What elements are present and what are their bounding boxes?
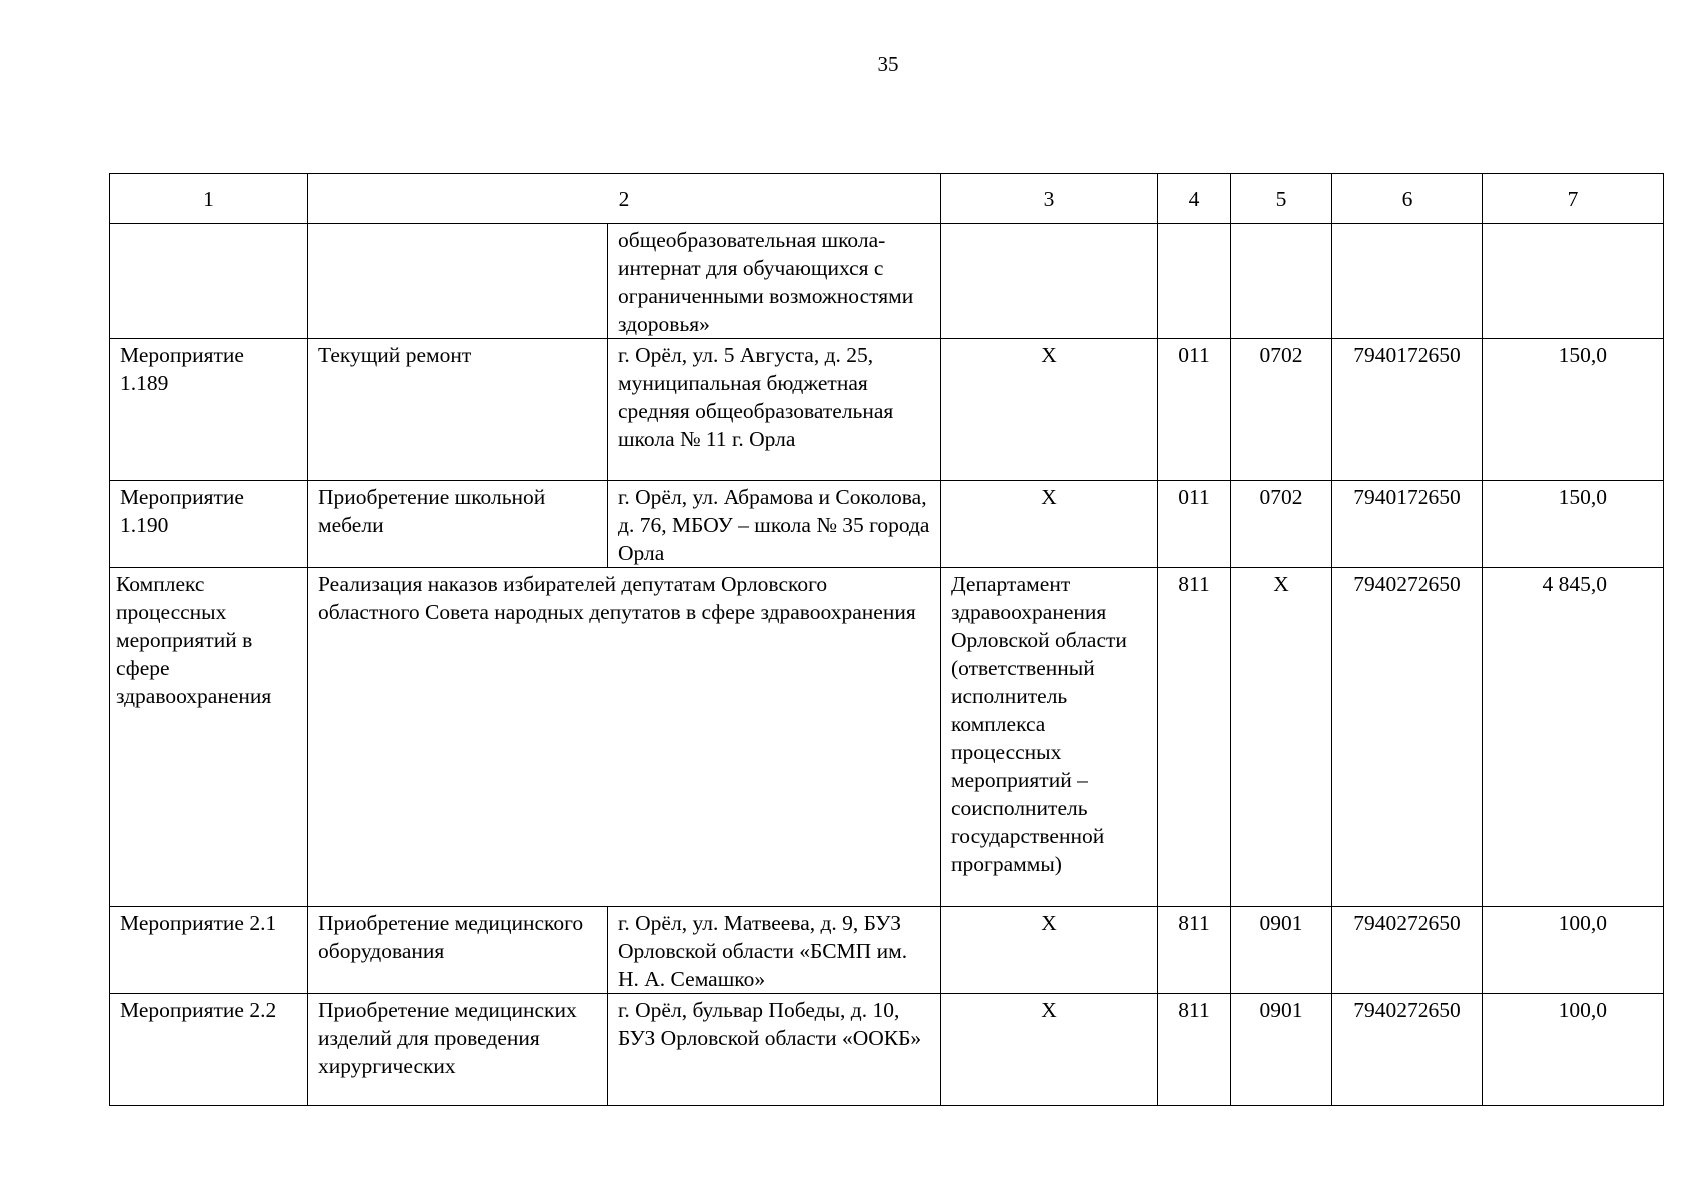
row-col6: 7940272650: [1332, 994, 1483, 1106]
row-col7: 100,0: [1483, 994, 1664, 1106]
header-cell-3: 3: [941, 174, 1158, 224]
row-col4: 011: [1158, 481, 1231, 568]
table-row-complex: [110, 568, 1664, 907]
row-title: Приобретение медицинского оборудования: [308, 907, 608, 994]
funding-table: [109, 173, 1664, 1106]
row-col5: 0702: [1231, 339, 1332, 481]
row-col5: 0702: [1231, 481, 1332, 568]
header-cell-5: 5: [1231, 174, 1332, 224]
row-col6: [1332, 224, 1483, 339]
row-col4: 811: [1158, 907, 1231, 994]
row-col3: X: [941, 907, 1158, 994]
row-title: Приобретение школьной мебели: [308, 481, 608, 568]
row-title: Реализация наказов избирателей депутатам Орловского областного Совета народных депутатов в сфере здравоохранения: [308, 568, 941, 907]
row-title: [308, 224, 608, 339]
table-row: [110, 907, 1664, 994]
header-cell-6: 6: [1332, 174, 1483, 224]
row-col6: 7940272650: [1332, 907, 1483, 994]
row-col4: 011: [1158, 339, 1231, 481]
table-row: [110, 224, 1664, 339]
table-header-row: [110, 174, 1664, 224]
row-col5: [1231, 224, 1332, 339]
row-address: общеобразовательная школа-интернат для обучающихся с ограниченными возможностями здоровья»: [608, 224, 941, 339]
table-row: [110, 481, 1664, 568]
row-title: Приобретение медицинских изделий для проведения хирургических: [308, 994, 608, 1106]
row-col7: [1483, 224, 1664, 339]
row-col6: 7940172650: [1332, 481, 1483, 568]
row-col4: 811: [1158, 994, 1231, 1106]
row-name: [110, 224, 308, 339]
page-number: 35: [877, 52, 899, 76]
row-col5: 0901: [1231, 994, 1332, 1106]
header-cell-7: 7: [1483, 174, 1664, 224]
row-col4: 811: [1158, 568, 1231, 907]
row-col5: 0901: [1231, 907, 1332, 994]
row-address: г. Орёл, бульвар Победы, д. 10, БУЗ Орловской области «ООКБ»: [608, 994, 941, 1106]
row-address: г. Орёл, ул. Матвеева, д. 9, БУЗ Орловской области «БСМП им. Н. А. Семашко»: [608, 907, 941, 994]
header-cell-4: 4: [1158, 174, 1231, 224]
table-row: [110, 994, 1664, 1106]
row-col7: 150,0: [1483, 481, 1664, 568]
row-col6: 7940272650: [1332, 568, 1483, 907]
row-col7: 100,0: [1483, 907, 1664, 994]
row-col4: [1158, 224, 1231, 339]
row-col3: X: [941, 339, 1158, 481]
row-col3: [941, 224, 1158, 339]
table-row: [110, 339, 1664, 481]
row-name: Мероприятие 2.1: [110, 907, 308, 994]
row-address: г. Орёл, ул. Абрамова и Соколова, д. 76, МБОУ – школа № 35 города Орла: [608, 481, 941, 568]
row-name: Мероприятие 1.190: [110, 481, 308, 568]
header-cell-1: 1: [110, 174, 308, 224]
row-name: Мероприятие 1.189: [110, 339, 308, 481]
row-col7: 150,0: [1483, 339, 1664, 481]
row-name: Мероприятие 2.2: [110, 994, 308, 1106]
row-col7: 4 845,0: [1483, 568, 1664, 907]
row-col5: X: [1231, 568, 1332, 907]
row-title: Текущий ремонт: [308, 339, 608, 481]
row-col6: 7940172650: [1332, 339, 1483, 481]
row-col3: X: [941, 994, 1158, 1106]
row-address: г. Орёл, ул. 5 Августа, д. 25, муниципальная бюджетная средняя общеобразовательная школа № 11 г. Орла: [608, 339, 941, 481]
header-cell-2: 2: [308, 174, 941, 224]
row-name: Комплекс процессных мероприятий в сфере здравоохранения: [110, 568, 308, 907]
row-col3: Департамент здравоохранения Орловской области (ответственный исполнитель комплекса процессных мероприятий – соисполнитель государственной программы): [941, 568, 1158, 907]
row-col3: X: [941, 481, 1158, 568]
